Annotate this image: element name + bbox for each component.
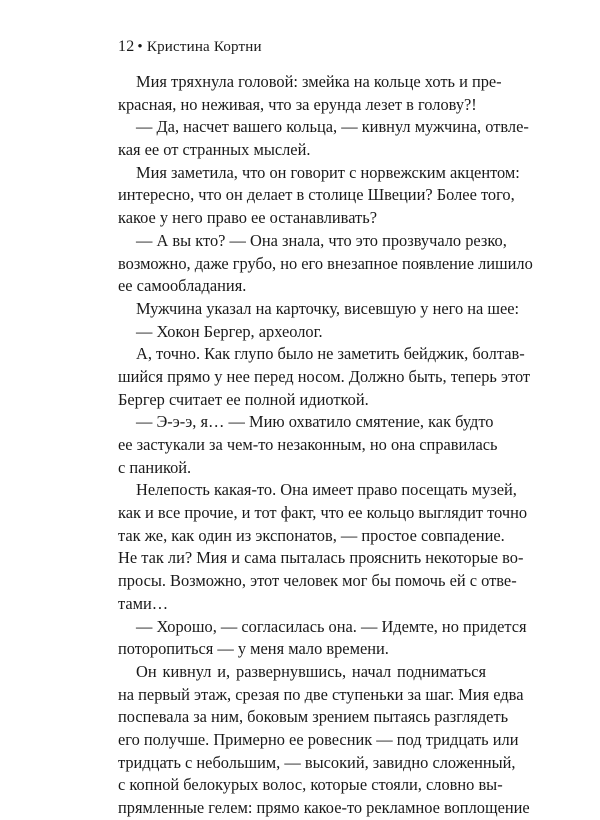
- text-line: как и все прочие, и тот факт, что ее кольцо выглядит точно: [118, 503, 528, 523]
- text-line: Бергер считает ее полной идиоткой.: [118, 389, 369, 409]
- text-line: так же, как один из экспонатов, — простое совпадение.: [118, 525, 505, 545]
- text-line: красная, но неживая, что за ерунда лезет в голову?!: [118, 94, 477, 114]
- text-line: какое у него право ее останавливать?: [118, 208, 377, 228]
- text-line: Мужчина указал на карточку, висевшую у него на шее:: [136, 298, 520, 318]
- text-line: на первый этаж, срезая по две ступеньки за шаг. Мия едва: [118, 684, 524, 704]
- author-name: Кристина Кортни: [146, 39, 262, 55]
- text-line: ее застукали за чем-то незаконным, но она справилась: [118, 435, 498, 454]
- text-line: его получше. Примерно ее ровесник — под тридцать или: [118, 729, 519, 749]
- text-line: — А вы кто? — Она знала, что это прозвучало резко,: [136, 230, 507, 250]
- text-line: тами…: [118, 593, 169, 613]
- text-line: — Хокон Бергер, археолог.: [136, 321, 323, 341]
- text-line: кая ее от странных мыслей.: [118, 140, 311, 160]
- text-line: — Да, насчет вашего кольца, — кивнул мужчина, отвле-: [136, 117, 529, 137]
- text-line: шийся прямо у нее перед носом. Должно быть, теперь этот: [118, 366, 531, 386]
- text-line: интересно, что он делает в столице Швеции? Более того,: [118, 185, 515, 205]
- text-line: возможно, даже грубо, но его внезапное появление лишило: [118, 253, 533, 273]
- text-line: поспевала за ним, боковым зрением пытаясь разглядеть: [118, 707, 509, 727]
- text-line: ее самообладания.: [118, 276, 247, 296]
- text-line: Он кивнул и, развернувшись, начал подниматься: [136, 661, 486, 681]
- text-line: с паникой.: [118, 457, 192, 477]
- page-number: 12: [118, 38, 135, 55]
- text-line: — Хорошо, — согласилась она. — Идемте, но придется: [136, 616, 527, 636]
- text-line: Мия заметила, что он говорит с норвежским акцентом:: [136, 162, 520, 182]
- text-line: Не так ли? Мия и сама пыталась прояснить некоторые во-: [118, 548, 524, 568]
- text-line: А, точно. Как глупо было не заметить бейджик, болтав-: [136, 344, 525, 364]
- text-line: прямленные гелем: прямо какое-то рекламное воплощение: [118, 798, 530, 817]
- text-line: Мия тряхнула головой: змейка на кольце хоть и пре-: [136, 72, 502, 91]
- running-head: [118, 38, 262, 56]
- text-line: поторопиться — у меня мало времени.: [118, 639, 389, 659]
- text-line: просы. Возможно, этот человек мог бы помочь ей с отве-: [118, 571, 517, 591]
- header-separator: •: [137, 39, 143, 55]
- body-text: [118, 71, 533, 820]
- text-line: Нелепость какая-то. Она имеет право посещать музей,: [136, 480, 517, 500]
- text-line: тридцать с небольшим, — высокий, завидно сложенный,: [118, 752, 516, 772]
- text-line: с копной белокурых волос, которые стояли, словно вы-: [118, 775, 503, 795]
- text-line: — Э-э-э, я… — Мию охватило смятение, как будто: [136, 412, 494, 432]
